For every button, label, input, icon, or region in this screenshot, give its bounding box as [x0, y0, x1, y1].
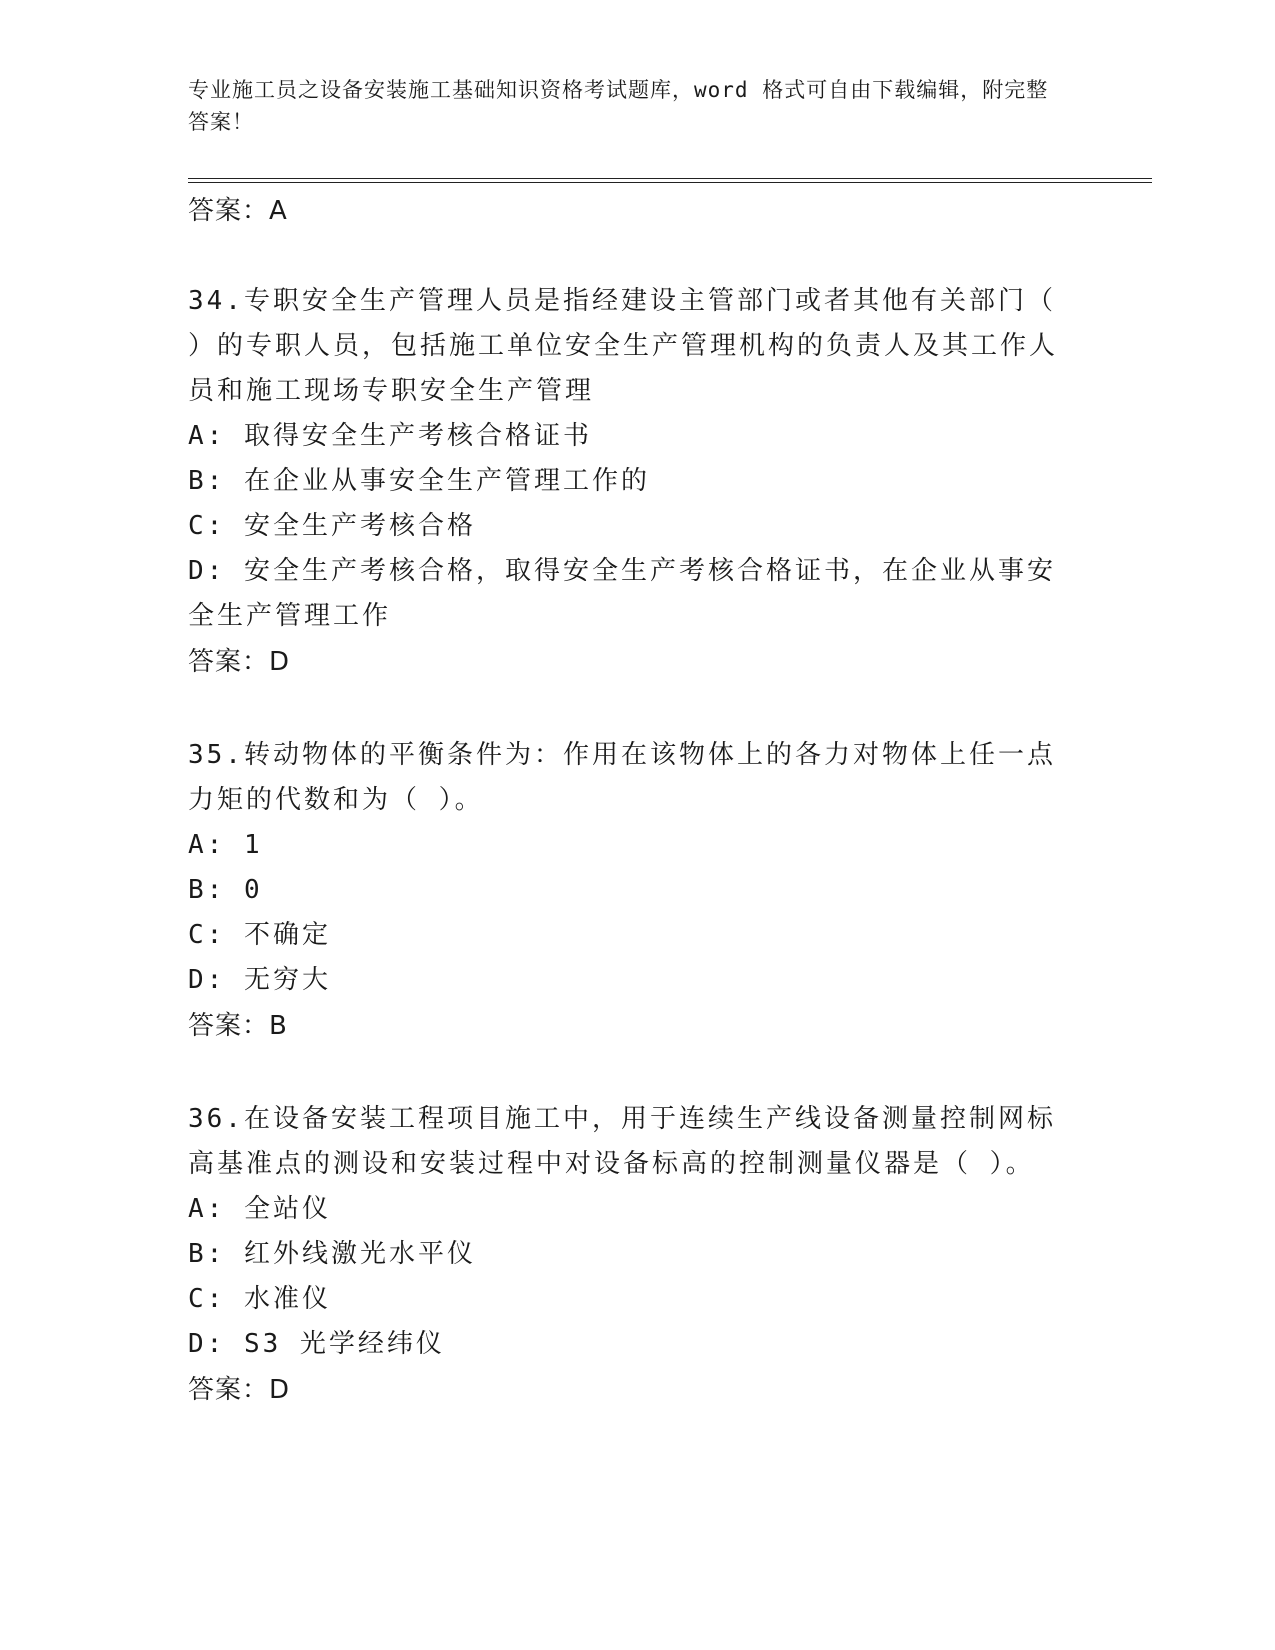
option-b: B: 0 [188, 875, 263, 905]
option-c: C: 不确定 [188, 920, 331, 950]
option-a: A: 1 [188, 830, 263, 860]
option-b: B: 在企业从事安全生产管理工作的 [188, 466, 650, 496]
answer-line: 答案：D [188, 647, 291, 677]
option-a: A: 全站仪 [188, 1194, 331, 1224]
question-36 [188, 1097, 1068, 1413]
question-stem: 35.转动物体的平衡条件为：作用在该物体上的各力对物体上任一点力矩的代数和为（ ）。 [188, 740, 1056, 815]
option-d: D: 无穷大 [188, 965, 331, 995]
previous-answer: 答案：A [188, 196, 288, 226]
question-stem: 36.在设备安装工程项目施工中，用于连续生产线设备测量控制网标高基准点的测设和安装过程中对设备标高的控制测量仪器是（ ）。 [188, 1104, 1056, 1179]
question-34 [188, 279, 1068, 685]
header-divider [188, 178, 1152, 183]
option-d: D: 安全生产考核合格，取得安全生产考核合格证书，在企业从事安全生产管理工作 [188, 556, 1056, 631]
answer-line: 答案：B [188, 1011, 288, 1041]
question-stem: 34.专职安全生产管理人员是指经建设主管部门或者其他有关部门（ ）的专职人员，包括施工单位安全生产管理机构的负责人及其工作人员和施工现场专职安全生产管理 [188, 286, 1059, 406]
question-35 [188, 733, 1068, 1049]
header-note: 专业施工员之设备安装施工基础知识资格考试题库，word 格式可自由下载编辑，附完整答案！ [188, 78, 1049, 134]
option-c: C: 水准仪 [188, 1284, 331, 1314]
option-a: A: 取得安全生产考核合格证书 [188, 421, 592, 451]
answer-line: 答案：D [188, 1375, 291, 1405]
option-b: B: 红外线激光水平仪 [188, 1239, 476, 1269]
option-c: C: 安全生产考核合格 [188, 511, 476, 541]
option-d: D: S3 光学经纬仪 [188, 1329, 445, 1359]
